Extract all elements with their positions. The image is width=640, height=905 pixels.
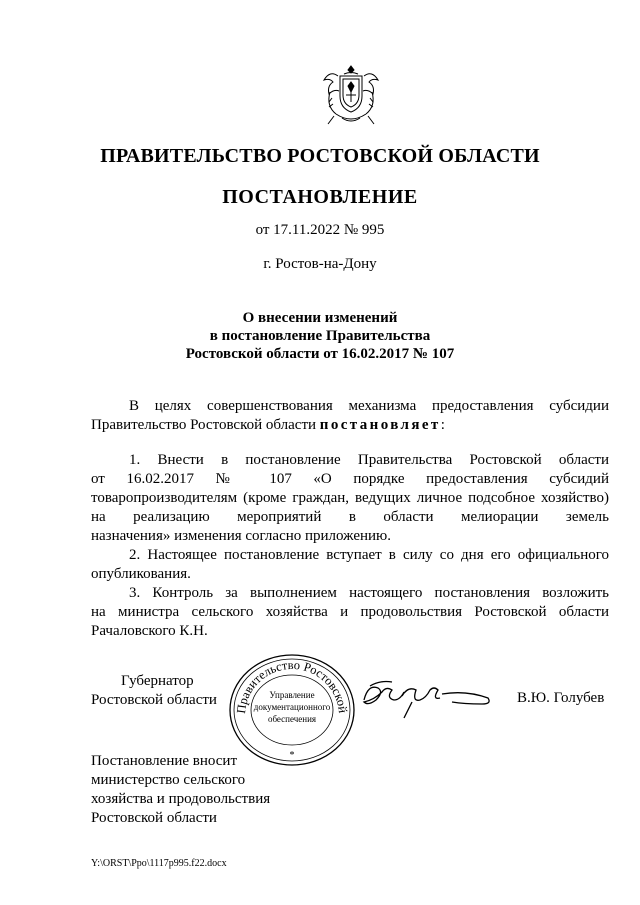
item-line: 2. Настоящее постановление вступает в силу со дня его официального bbox=[129, 547, 609, 563]
coat-of-arms-icon bbox=[318, 62, 384, 130]
handwritten-signature bbox=[358, 672, 498, 722]
resolution-items bbox=[91, 451, 609, 641]
svg-text:*: * bbox=[289, 750, 295, 761]
position-line: Ростовской области bbox=[91, 692, 217, 708]
signatory-position bbox=[91, 672, 217, 710]
preamble bbox=[91, 397, 609, 435]
stamp-center-text: обеспечения bbox=[267, 714, 317, 724]
introduced-line: хозяйства и продовольствия bbox=[91, 791, 271, 807]
introduced-by bbox=[91, 752, 270, 828]
document-city: г. Ростов-на-Дону bbox=[263, 256, 377, 272]
subject-line: О внесении изменений bbox=[242, 310, 398, 326]
document-type: ПОСТАНОВЛЕНИЕ bbox=[222, 186, 418, 208]
item-line: 1. Внести в постановление Правительства Ростовской области bbox=[129, 452, 609, 468]
signatory-name: В.Ю. Голубев bbox=[517, 690, 605, 706]
introduced-line: Постановление вносит bbox=[91, 753, 238, 769]
preamble-punct: : bbox=[440, 417, 445, 433]
preamble-text: Правительство Ростовской области bbox=[91, 417, 320, 433]
item-line: от 16.02.2017 № 107 «О порядке предоставления субсидий bbox=[91, 471, 609, 487]
item-line: на министра сельского хозяйства и продовольствия Ростовской области bbox=[91, 604, 609, 620]
introduced-line: министерство сельского bbox=[91, 772, 246, 788]
official-stamp bbox=[226, 650, 358, 768]
resolution-verb: постановляет bbox=[319, 417, 441, 433]
stamp-ring-text: Правительство Ростовской bbox=[233, 657, 350, 715]
government-title: ПРАВИТЕЛЬСТВО РОСТОВСКОЙ ОБЛАСТИ bbox=[100, 145, 540, 167]
stamp-center-text: Управление bbox=[269, 690, 315, 700]
item-line: 3. Контроль за выполнением настоящего постановления возложить bbox=[129, 585, 609, 601]
subject-line: в постановление Правительства bbox=[209, 328, 431, 344]
item-line: Рачаловского К.Н. bbox=[91, 623, 208, 639]
item-line: опубликования. bbox=[91, 566, 191, 582]
subject-line: Ростовской области от 16.02.2017 № 107 bbox=[185, 346, 455, 362]
preamble-line bbox=[91, 416, 609, 435]
item-line: на реализацию мероприятий в области мелиорации земель bbox=[91, 509, 609, 525]
item-line: товаропроизводителям (кроме граждан, ведущих личное подсобное хозяйство) bbox=[91, 490, 609, 506]
item-line: назначения» изменения согласно приложению. bbox=[91, 528, 392, 544]
position-line: Губернатор bbox=[121, 673, 194, 689]
document-date-number: от 17.11.2022 № 995 bbox=[255, 222, 385, 238]
stamp-center-text: документационного bbox=[253, 702, 331, 712]
preamble-line: В целях совершенствования механизма предоставления субсидии bbox=[129, 398, 609, 414]
file-path: Y:\ORST\Ppo\1117p995.f22.docx bbox=[91, 858, 227, 869]
introduced-line: Ростовской области bbox=[91, 810, 217, 826]
